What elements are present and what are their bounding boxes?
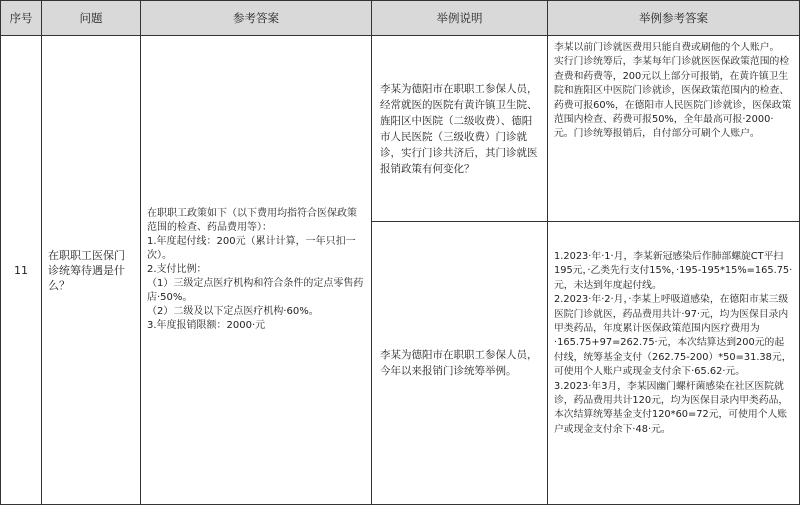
example-answer-line: 2.2023·年·2·月，·李某上呼吸道感染，在德阳市某三级医院门诊就医，药品费用共计·97·元，均为医保目录内甲类药品，年度累计医保政策范围内医疗费用为·165.75+97=262.75·元，本次结算达到200元的起付线，统筹基金支付（262.75-200）*50=31.38元，可使用个人账户或现金支付余下·65.62·元。 [554,294,792,378]
answer-line: 1.年度起付线：200元（累计计算，一年只扣一次）。 [147,236,356,261]
answer-line: 3.年度报销限额：2000·元 [147,320,266,331]
answer-line: 在职职工政策如下（以下费用均指符合医保政策范围的检查、药品费用等）： [147,208,357,233]
header-answer: 参考答案 [141,1,372,36]
example-answer-line: 实行门诊统筹后，李某每年门诊就医医保政策范围的检查费和药费等，200元以上部分可报销，在黄许镇卫生院和旌阳区中医院门诊就诊，医保政策范围内的检查、药费可报60%，在德阳市人民医院门诊就诊，医保政策范围内检查、药费可报50%，全年最高可报·2000·元。门诊统筹报销后，自付部分可刷个人账户。 [554,56,792,140]
example-1-question: 李某为德阳市在职职工参保人员，经常就医的医院有黄许镇卫生院、旌阳区中医院（二级收费）、德阳市人民医院（三级收费）门诊就诊，实行门诊共济后，其门诊就医报销政策有何变化？ [372,36,548,222]
example-answer-line: 3.2023·年3月，李某因幽门螺杆菌感染在社区医院就诊，药品费用共计120元，均为医保目录内甲类药品，本次结算统筹基金支付120*60=72元，可使用个人账户或现金支付余下·48·元。 [554,380,789,435]
example-answer-line: 1.2023·年·1·月，李某新冠感染后作肺部螺旋CT平扫195元，·乙类先行支付15%，·195-195*15%=165.75·元，未达到年度起付线。 [554,251,793,291]
header-index: 序号 [1,1,42,36]
row-index: 11 [1,36,42,505]
example-answer-line: 李某以前门诊就医费用只能自费或刷他的个人账户。 [554,42,780,53]
answer-line: （2）二级及以下定点医疗机构·60%。 [147,306,319,317]
answer-line: （1）三级定点医疗机构和符合条件的定点零售药店·50%。 [147,278,364,303]
example-2-question: 李某为德阳市在职职工参保人员，今年以来报销门诊统筹举例。 [372,222,548,505]
header-example-answer: 举例参考答案 [548,1,800,36]
table-row [1,36,800,222]
example-1-answer [548,36,800,222]
row-answer [141,36,372,505]
answer-line: 2.支付比例： [147,264,207,275]
header-row [1,1,800,36]
header-example: 举例说明 [372,1,548,36]
row-question: 在职职工医保门诊统筹待遇是什么？ [42,36,141,505]
example-2-answer [548,222,800,505]
header-question: 问题 [42,1,141,36]
